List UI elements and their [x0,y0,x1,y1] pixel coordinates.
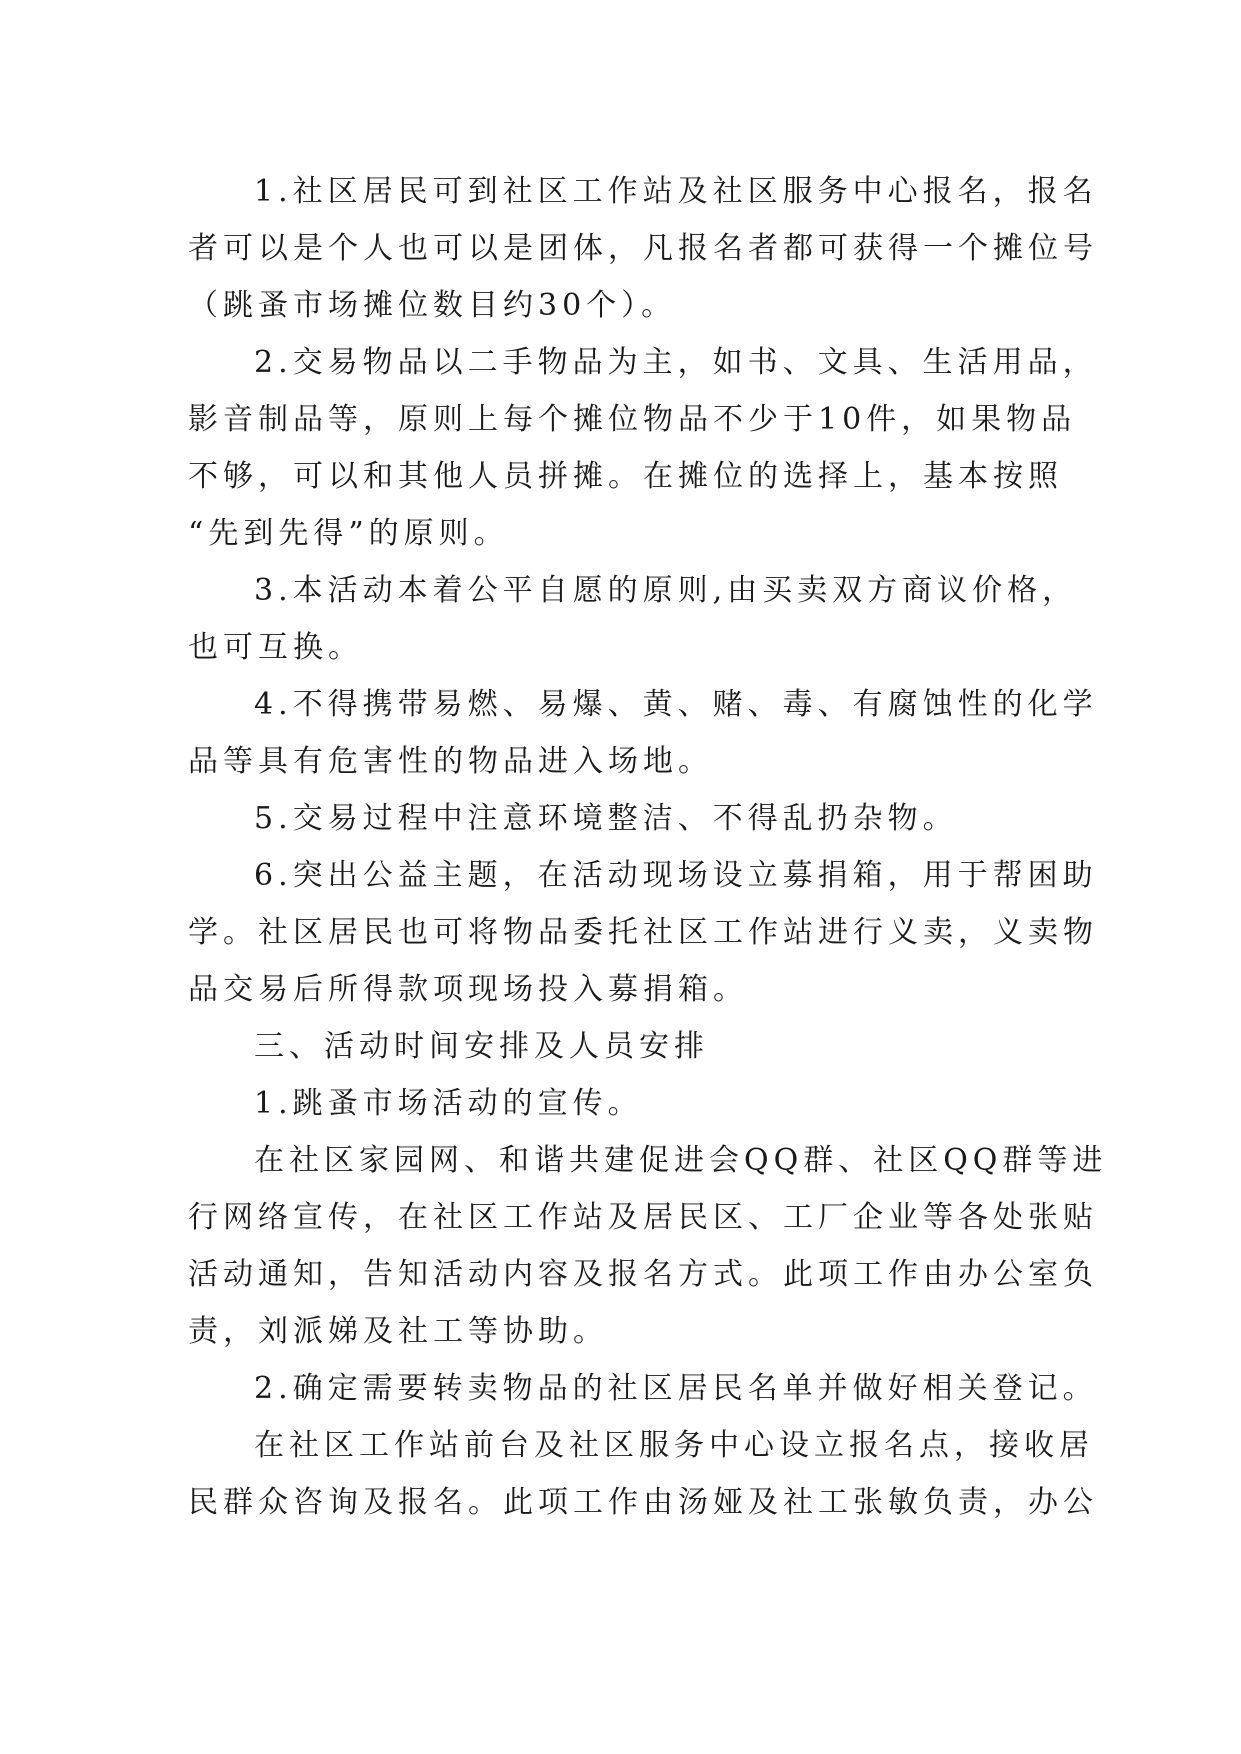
text-line: 影音制品等，原则上每个摊位物品不少于10件，如果物品 [188,402,1077,437]
text-line: 2.确定需要转卖物品的社区居民名单并做好相关登记。 [254,1371,1098,1406]
text-line: 品等具有危害性的物品进入场地。 [188,744,713,779]
text-line: 2.交易物品以二手物品为主，如书、文具、生活用品， [254,345,1098,380]
text-line: （跳蚤市场摊位数目约30个）。 [188,288,677,323]
text-line: 品交易后所得款项现场投入募捐箱。 [188,972,748,1007]
text-line: 3.本活动本着公平自愿的原则,由买卖双方商议价格， [254,573,1078,608]
text-line: 1.跳蚤市场活动的宣传。 [254,1086,643,1121]
text-line: 1.社区居民可到社区工作站及社区服务中心报名，报名 [254,174,1098,209]
text-line: 民群众咨询及报名。此项工作由汤娅及社工张敏负责，办公 [188,1485,1098,1520]
text-line: 活动通知，告知活动内容及报名方式。此项工作由办公室负 [188,1257,1098,1292]
text-line: 也可互换。 [188,630,363,665]
text-line: 者可以是个人也可以是团体，凡报名者都可获得一个摊位号 [188,231,1098,266]
text-line: “先到先得”的原则。 [188,516,509,551]
section-heading: 三、活动时间安排及人员安排 [254,1029,709,1064]
text-line: 5.交易过程中注意环境整洁、不得乱扔杂物。 [254,801,958,836]
text-line: 在社区工作站前台及社区服务中心设立报名点，接收居 [254,1428,1094,1463]
text-line: 在社区家园网、和谐共建促进会QQ群、社区QQ群等进 [254,1143,1108,1178]
text-line: 不够，可以和其他人员拼摊。在摊位的选择上，基本按照 [188,459,1063,494]
text-line: 责，刘派娣及社工等协助。 [188,1314,608,1349]
text-line: 行网络宣传，在社区工作站及居民区、工厂企业等各处张贴 [188,1200,1098,1235]
text-line: 4.不得携带易燃、易爆、黄、赌、毒、有腐蚀性的化学 [254,687,1098,722]
text-line: 6.突出公益主题，在活动现场设立募捐箱，用于帮困助 [254,858,1098,893]
text-line: 学。社区居民也可将物品委托社区工作站进行义卖，义卖物 [188,915,1098,950]
